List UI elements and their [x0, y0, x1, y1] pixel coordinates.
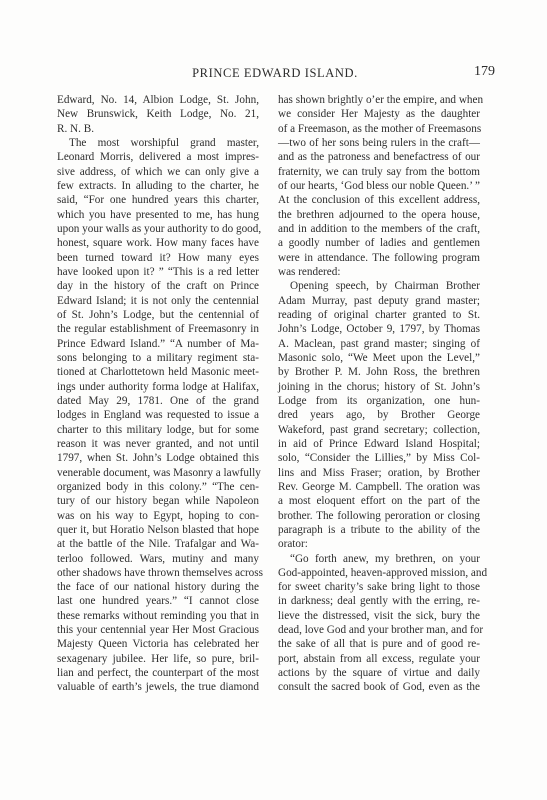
running-title: PRINCE EDWARD ISLAND. — [192, 66, 358, 80]
text-line: has shown brightly o’er the empire, and when — [278, 94, 484, 106]
text-line: fraternity, we can truly say from the bottom — [278, 165, 480, 178]
text-line: a goodly number of ladies and gentlemen — [278, 237, 480, 250]
text-line: the sake of all that is pure and of good re- — [278, 638, 480, 651]
text-line: in aid of Prince Edward Island Hospital; — [278, 437, 480, 450]
text-line: Rev. George M. Campbell. The oration was — [278, 480, 480, 493]
text-line: lieve the distressed, visit the sick, bury the — [278, 609, 480, 622]
text-line: John’s Lodge, October 9, 1797, by Thomas — [278, 323, 480, 336]
text-line: sexagenary jubilee. Her life, so pure, bril- — [57, 652, 259, 665]
text-line: a most eloquent effort on the part of the — [278, 495, 480, 508]
text-line: venerable document, was Masonry a lawfully — [57, 466, 261, 479]
text-line: for sweet charity’s sake bring light to those — [278, 581, 480, 594]
text-line: R. N. B. — [57, 122, 94, 135]
text-line: God-appointed, heaven-approved mission, and — [278, 566, 488, 579]
text-line: Leonard Morris, delivered a most impres- — [57, 151, 259, 164]
text-line: been turned toward it? How many eyes — [57, 251, 259, 264]
text-line: said, “For one hundred years this charter, — [57, 194, 259, 207]
text-line: Edward Island; it is not only the centennial — [57, 294, 259, 307]
right-text-column — [278, 93, 488, 695]
text-line: reason it was never granted, and not until — [57, 437, 259, 450]
text-line: Edward, No. 14, Albion Lodge, St. John, — [57, 94, 259, 106]
text-line: Wakeford, past grand secretary; collection, — [278, 423, 480, 436]
text-line: Majesty Queen Victoria has celebrated her — [57, 638, 259, 651]
text-line: we consider Her Majesty as the daughter — [278, 108, 480, 121]
text-line: the regular establishment of Freemasonry in — [57, 323, 259, 336]
text-line: sons belonging to a military regiment sta- — [57, 351, 259, 364]
text-line: solo, “Consider the Lillies,” by Miss Col- — [278, 452, 480, 465]
text-line: The most worshipful grand master, — [69, 136, 259, 149]
text-line: Opening speech, by Chairman Brother — [290, 280, 480, 293]
text-line: Masonic solo, “We Meet upon the Level,” — [278, 351, 480, 364]
text-line: reading of original charter granted to St. — [278, 308, 480, 321]
text-line: organized body in this colony.” “The cen- — [57, 480, 259, 493]
left-text-column — [57, 93, 263, 695]
text-line: few extracts. In alluding to the charter, he — [57, 179, 259, 192]
text-line: consult the sacred book of God, even as the — [278, 681, 480, 694]
text-line: in darkness; deal gently with the erring, re- — [278, 595, 480, 608]
text-line: honest, square work. How many faces have — [57, 237, 259, 250]
text-line: at the battle of the Nile. Trafalgar and Wa- — [57, 538, 259, 551]
text-line: was on his way to Egypt, hoping to con- — [57, 509, 259, 522]
text-line: lins and Miss Fraser; oration, by Brother — [278, 466, 480, 479]
text-line: upon your walls as your authority to do good, — [57, 222, 262, 235]
text-line: quer it, but Horatio Nelson blasted that hope — [57, 523, 259, 536]
text-line: Prince Edward Island.” “A number of Ma- — [57, 337, 259, 350]
text-line: dred years ago, by Brother George — [278, 409, 480, 422]
text-line: last one hundred years.” “I cannot close — [57, 595, 259, 608]
text-line: terloo followed. Wars, mutiny and many — [57, 552, 259, 565]
text-line: joining in the chorus; history of St. John’s — [278, 380, 480, 393]
text-line: ings under authority forma lodge at Halifax, — [57, 380, 259, 393]
text-line: sive address, of which we can only give a — [57, 165, 259, 178]
text-line: Lodge from its organization, one hun- — [278, 394, 480, 407]
text-line: brother. The following peroration or closing — [278, 509, 480, 522]
text-line: tioned at Charlottetown held Masonic meet- — [57, 366, 259, 379]
text-line: have looked upon it? ” “This is a red letter — [57, 265, 259, 278]
text-line: other shadows have thrown themselves across — [57, 566, 263, 579]
text-line: A. Maclean, past grand master; singing of — [278, 337, 480, 350]
text-line: “Go forth anew, my brethren, on your — [290, 552, 480, 565]
text-line: the face of our national history during the — [57, 581, 259, 594]
text-line: At the conclusion of this excellent address, — [278, 194, 480, 207]
text-line: orator: — [278, 538, 308, 551]
text-line: port, abstain from all excess, regulate your — [278, 652, 480, 665]
text-line: lodges in England was requested to issue a — [57, 409, 259, 422]
text-line: were in attendance. The following program — [278, 251, 480, 264]
text-line: actions by the square of virtue and daily — [278, 667, 480, 680]
text-line: of a Freemason, as the mother of Freemasons — [278, 122, 482, 135]
text-line: of St. John’s Lodge, but the centennial of — [57, 308, 259, 321]
text-line: day in the history of the craft on Prince — [57, 280, 259, 293]
page-number: 179 — [474, 64, 495, 79]
text-line: valuable of earth’s jewels, the true diamond — [57, 681, 259, 694]
text-line: charter to this military lodge, but for some — [57, 423, 259, 436]
text-line: —two of her sons being rulers in the craft— — [278, 136, 480, 149]
text-line: New Brunswick, Keith Lodge, No. 21, — [57, 108, 259, 121]
text-line: dead, love God and your brother man, and for — [278, 624, 484, 637]
text-line: by Brother P. M. John Ross, the brethren — [278, 366, 480, 379]
text-line: this your centennial year Her Most Gracious — [57, 624, 259, 637]
text-line: tury of our history began while Napoleon — [57, 495, 259, 508]
text-line: dated May 29, 1781. One of the grand — [57, 394, 259, 407]
text-line: and as the patroness and benefactress of our — [278, 151, 480, 164]
text-line: these remarks without reminding you that in — [57, 609, 259, 622]
text-line: of our hearts, ‘God bless our noble Queen.’ ” — [278, 179, 480, 192]
text-line: lian and perfect, the counterpart of the most — [57, 667, 259, 680]
text-line: which you have presented to me, has hung — [57, 208, 259, 221]
text-line: paragraph is a tribute to the ability of the — [278, 523, 480, 536]
text-line: 1797, when St. John’s Lodge obtained this — [57, 452, 259, 465]
text-line: was rendered: — [278, 265, 341, 278]
text-line: Adam Murray, past deputy grand master; — [278, 294, 480, 307]
text-line: and in addition to the members of the craft, — [278, 222, 480, 235]
text-line: the brethren adjourned to the opera house, — [278, 208, 480, 221]
